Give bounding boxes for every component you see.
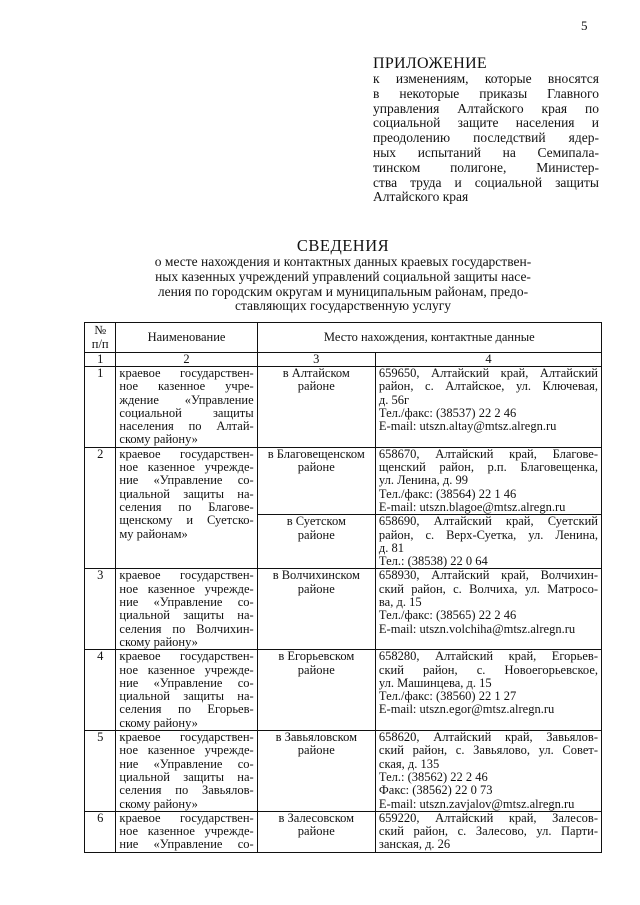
row-number: 2 [85,447,116,569]
district [257,650,375,731]
district-line: районе [297,743,335,758]
district [257,569,375,650]
row-number: 1 [85,367,116,448]
name-line: щенскому и Суетско- [119,513,254,528]
contact-data [375,569,601,650]
contact-data [375,367,601,448]
institutions-table [84,322,602,853]
row-number: 6 [85,811,116,852]
name-line: селения по Егорьев- [119,702,254,717]
table-header-row [85,323,602,353]
contact-data [375,731,601,812]
contact-line: ский район, с. Завьялово, ул. Совет- [378,743,598,758]
contact-line: район, с. Алтайское, ул. Ключевая, [378,379,598,394]
name-line: ное казенное учрежде- [119,460,254,475]
name-line: ждение «Управление [119,392,254,407]
table-row [85,811,602,852]
contact-line: 659650, Алтайский край, Алтайский [378,366,598,380]
appendix-line: тинском полигоне, Министер- [373,159,599,175]
name-line: циальной защиты на- [119,769,254,784]
name-line: скому району» [119,796,198,811]
appendix-line: ных испытаний на Семипала- [373,144,599,160]
name-line: краевое государствен- [119,568,254,583]
name-line: ние «Управление со- [119,675,254,690]
district-line: районе [297,527,335,542]
contact-line: ский район, с. Залесово, ул. Парти- [378,824,598,839]
institution-name [116,811,257,852]
district [257,811,375,852]
column-index: 3 [257,353,375,367]
appendix-line: Алтайского края [373,189,469,205]
column-index-row [85,353,602,367]
name-line: селения по Завьялов- [119,783,254,798]
page-number: 5 [581,18,588,33]
district [257,367,375,448]
appendix-title: ПРИЛОЖЕНИЕ [373,55,488,72]
contact-line: щенский район, р.п. Благовещенка, [378,460,598,475]
heading-title: СВЕДЕНИЯ [296,236,390,255]
name-line: ние «Управление со- [119,473,254,488]
column-index: 4 [375,353,601,367]
name-line: краевое государствен- [119,446,254,461]
district [257,447,375,514]
name-line: циальной защиты на- [119,689,254,704]
contact-line: 658280, Алтайский край, Егорьев- [378,649,598,664]
institution-name [116,731,257,812]
contact-line: ул. Машинцева, д. 15 [378,675,492,690]
contact-line: ская, д. 135 [378,756,440,771]
appendix-line: социальной защите населения и [373,115,599,131]
contact-data [375,515,601,569]
contact-line: район, с. Верх-Суетка, ул. Ленина, [378,527,598,542]
name-line: ное казенное учрежде- [119,743,254,758]
contact-data [375,650,601,731]
district-line: в Суетском [286,514,346,529]
name-line: ние «Управление со- [119,756,254,771]
institution-name [116,447,257,569]
appendix-line: в некоторые приказы Главного [373,85,599,101]
name-line: краевое государствен- [119,366,254,380]
contact-line: д. 81 [378,540,405,555]
district-line: районе [297,460,335,475]
heading-subtitle [120,255,566,314]
contact-line: E-mail: utszn.volchiha@mtsz.alregn.ru [378,621,576,636]
table-row [85,569,602,650]
name-line: циальной защиты на- [119,608,254,623]
document-heading [120,237,566,314]
institution-name [116,569,257,650]
contact-line: ул. Ленина, д. 99 [378,473,469,488]
appendix-line: к изменениям, которые вносятся [373,71,599,86]
contact-line: ва, д. 15 [378,595,422,610]
heading-line: ления по городским округам и муниципальным районам, предо- [157,283,529,299]
district-line: районе [297,379,335,394]
row-number: 3 [85,569,116,650]
contact-line: Тел./факс: (38537) 22 2 46 [378,405,517,420]
contact-line: Тел./факс: (38560) 22 1 27 [378,689,517,704]
contact-line: Тел.: (38562) 22 2 46 [378,769,488,784]
header-num: № п/п [85,323,116,353]
name-line: циальной защиты на- [119,486,254,501]
appendix-text [373,72,599,205]
appendix-line: ства труда и социальной защиты [373,174,599,190]
district-line: районе [297,581,335,596]
district-line: в Волчихинском [272,568,360,583]
name-line: населения по Алтай- [119,419,254,434]
contact-line: 658930, Алтайский край, Волчихин- [378,568,598,583]
name-line: ное казенное учре- [119,379,254,394]
district-line: районе [297,824,335,839]
name-line: ное казенное учрежде- [119,581,254,596]
appendix-line: управления Алтайского края по [373,100,599,116]
district-line: в Благовещенском [267,446,365,461]
contact-line: Тел./факс: (38564) 22 1 46 [378,486,517,501]
appendix-block [373,55,599,205]
institution-name [116,650,257,731]
header-location: Место нахождения, контактные данные [257,323,601,353]
table-row [85,650,602,731]
contact-data [375,447,601,514]
name-line: социальной защиты [119,405,254,420]
district-line: в Завьяловском [275,730,357,745]
district-line: в Егорьевском [278,649,355,664]
table-row [85,367,602,448]
name-line: ние «Управление со- [119,837,254,852]
contact-line: Тел.: (38538) 22 0 64 [378,554,488,569]
heading-line: о месте нахождения и контактных данных краевых государствен- [154,254,532,269]
contact-line: E-mail: utszn.altay@mtsz.alregn.ru [378,419,557,434]
district [257,731,375,812]
heading-line: ных казенных учреждений управлений социальной защиты насе- [155,268,531,284]
name-line: краевое государствен- [119,730,254,745]
appendix-line: преодолению последствий ядер- [373,130,599,146]
contact-line: занская, д. 26 [378,837,451,852]
district-line: в Алтайском [282,366,350,380]
contact-line: ский район, с. Волчиха, ул. Матросо- [378,581,598,596]
district-line: в Залесовском [278,810,355,825]
table-row [85,731,602,812]
contact-line: E-mail: utszn.blagoe@mtsz.alregn.ru [378,499,566,514]
contact-line: д. 56г [378,392,410,407]
institution-name [116,367,257,448]
name-line: ние «Управление со- [119,595,254,610]
name-line: скому району» [119,715,198,730]
contact-line: E-mail: utszn.zavjalov@mtsz.alregn.ru [378,796,575,811]
contact-line: 659220, Алтайский край, Залесов- [378,810,598,825]
name-line: краевое государствен- [119,649,254,664]
district [257,515,375,569]
table-row [85,447,602,514]
name-line: селения по Благове- [119,499,254,514]
contact-line: Факс: (38562) 22 0 73 [378,783,493,798]
name-line: скому району» [119,634,198,649]
name-line: ное казенное учрежде- [119,662,254,677]
name-line: селения по Волчихин- [119,621,254,636]
contact-line: ский район, с. Новоегорьевское, [378,662,598,677]
contact-line: 658690, Алтайский край, Суетский [378,514,598,529]
district-line: районе [297,662,335,677]
contact-line: E-mail: utszn.egor@mtsz.alregn.ru [378,702,555,717]
name-line: ное казенное учрежде- [119,824,254,839]
column-index: 2 [116,353,257,367]
name-line: краевое государствен- [119,810,254,825]
contact-line: 658670, Алтайский край, Благове- [378,446,598,461]
contact-line: Тел./факс: (38565) 22 2 46 [378,608,517,623]
row-number: 4 [85,650,116,731]
contact-data [375,811,601,852]
name-line: скому району» [119,432,198,447]
name-line: му районам» [119,526,188,541]
heading-line: ставляющих государственную услугу [235,298,451,314]
header-name: Наименование [116,323,257,353]
contact-line: 658620, Алтайский край, Завьялов- [378,730,598,745]
row-number: 5 [85,731,116,812]
column-index: 1 [85,353,116,367]
